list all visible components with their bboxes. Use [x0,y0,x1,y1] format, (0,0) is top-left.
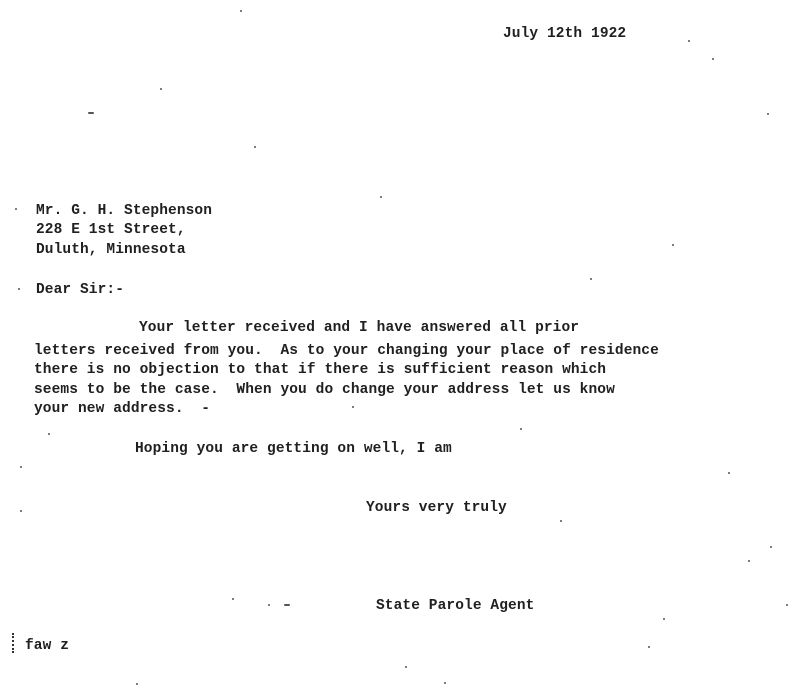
scan-speck [663,618,665,620]
scan-speck [520,428,522,430]
scan-speck [268,604,270,606]
scan-speck [444,682,446,684]
scan-speck [748,560,750,562]
scan-speck [20,466,22,468]
scan-speck [160,88,162,90]
recipient-city: Duluth, Minnesota [36,242,186,258]
body-line-1: Your letter received and I have answered all prior [139,320,580,336]
scan-speck [352,406,354,408]
scan-speck [770,546,772,548]
scan-speck [20,510,22,512]
scan-speck [688,40,690,42]
scan-speck [560,520,562,522]
signature-title: State Parole Agent [376,598,535,614]
scan-speck [48,433,50,435]
scan-speck [240,10,242,12]
scan-speck [380,196,382,198]
closing-line-2: Yours very truly [366,500,507,516]
scan-speck [712,58,714,60]
typist-initials: faw z [25,638,70,654]
scan-speck [728,472,730,474]
scan-speck [648,646,650,648]
scan-speck [18,288,20,290]
body-line-3: there is no objection to that if there is sufficient reason which [34,362,607,378]
scan-speck [786,604,788,606]
letter-date: July 12th 1922 [503,26,627,42]
scan-speck [232,598,234,600]
body-line-2: letters received from you. As to your changing your place of residence [34,343,659,359]
scan-speck [254,146,256,148]
scan-speck [88,112,94,114]
closing-line-1: Hoping you are getting on well, I am [135,441,452,457]
scan-speck [405,666,407,668]
scan-speck [590,278,592,280]
body-line-5: your new address. - [34,401,211,417]
scan-speck [284,604,290,606]
salutation: Dear Sir:- [36,282,125,298]
body-line-4: seems to be the case. When you do change your address let us know [34,382,615,398]
scan-speck [767,113,769,115]
recipient-street: 228 E 1st Street, [36,222,186,238]
scan-speck [672,244,674,246]
scan-speck [15,208,17,210]
scan-speck [136,683,138,685]
margin-mark [12,633,16,653]
recipient-name: Mr. G. H. Stephenson [36,203,213,219]
